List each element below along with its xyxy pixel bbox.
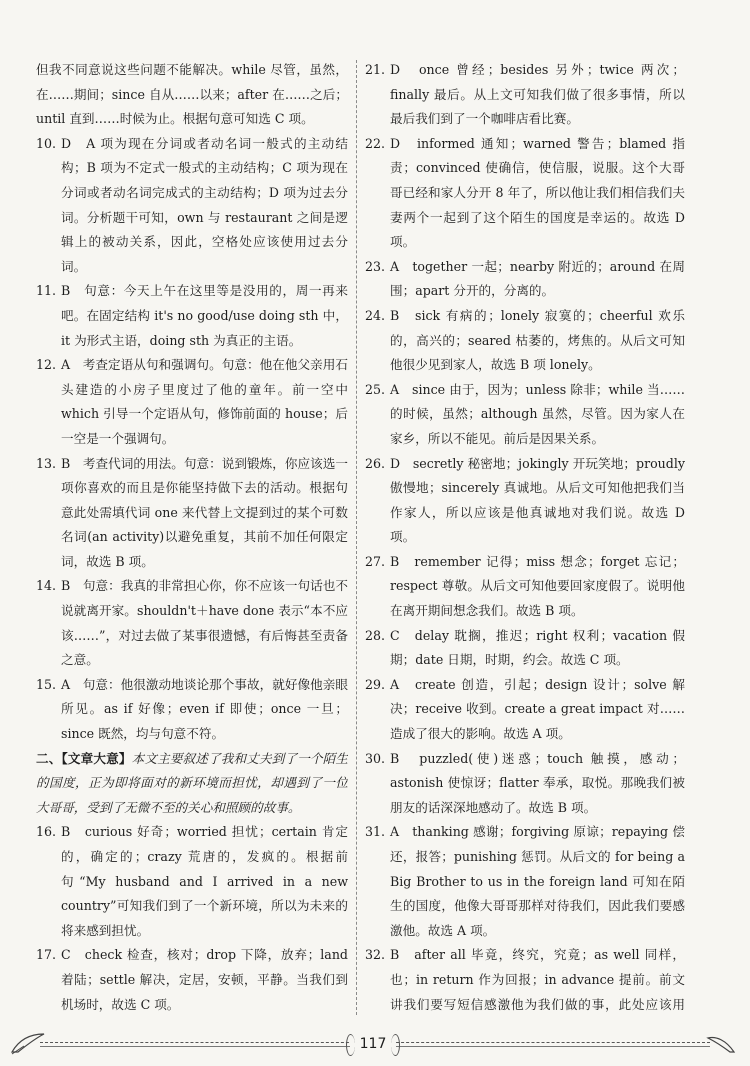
answer-item xyxy=(36,943,348,1017)
left-column xyxy=(36,58,348,1018)
answer-number: 28. xyxy=(365,627,386,643)
answer-explanation: D informed 通知；warned 警告；blamed 指责；convinced 使确信，使信服，说服。这个大哥哥已经和家人分开 8 年了，所以他让我们相信我们夫妻两个一起到了这个陌生的国度是幸运的。故选 D 项。 xyxy=(390,135,685,250)
answer-number: 26. xyxy=(365,455,386,471)
answer-explanation: A since 由于，因为；unless 除非；while 当……的时候，虽然；although 虽然，尽管。因为家人在家乡，所以不能见。前后是因果关系。 xyxy=(390,381,685,446)
answer-item xyxy=(365,747,685,821)
page-number: 117 xyxy=(350,1030,396,1058)
answer-number: 22. xyxy=(365,135,386,151)
answer-explanation: B sick 有病的；lonely 寂寞的；cheerful 欢乐的，高兴的；seared 枯萎的，烤焦的。从后文可知他很少见到家人，故选 B 项 lonely。 xyxy=(390,307,685,373)
answer-explanation: B after all 毕竟，终究，究竟；as well 同样，也；in return 作为回报；in advance 提前。前文讲我们要写短信感激他为我们做的事，此处应该用 xyxy=(390,947,685,1012)
answer-number: 21. xyxy=(365,62,386,77)
answer-item xyxy=(36,353,348,451)
answer-explanation: C check 检查，核对；drop 下降，放弃；land 着陆；settle 解决，定居，安顿，平静。当我们到机场时，故选 C 项。 xyxy=(61,947,348,1012)
answer-item xyxy=(365,624,685,673)
right-column xyxy=(365,58,685,1018)
quill-ornament-right-icon xyxy=(706,1034,736,1056)
answer-item xyxy=(365,378,685,452)
answer-explanation: B 句意：我真的非常担心你，你不应该一句话也不说就离开家。shouldn't＋have done 表示“本不应该……”，对过去做了某事很遗憾，有后悔甚至责备之意。 xyxy=(61,578,348,668)
continuation-text: 但我不同意说这些问题不能解决。while 尽管，虽然，在……期间；since 自从……以来；after 在……之后；until 直到……时候为止。根据句意可知选 C 项。 xyxy=(36,62,348,127)
answer-number: 31. xyxy=(365,824,386,840)
answer-item xyxy=(365,58,685,132)
answer-explanation: A 句意：他很激动地谈论那个事故，就好像他亲眼所见。as if 好像；even if 即使；once 一旦；since 既然，均与句意不符。 xyxy=(61,676,348,742)
answer-explanation: D secretly 秘密地；jokingly 开玩笑地；proudly 傲慢地；sincerely 真诚地。从后文可知他把我们当作家人，所以应该是他真诚地对我们说。故选 D 项。 xyxy=(390,455,685,545)
answer-explanation: A 考查定语从句和强调句。句意：他在他父亲用石头建造的小房子里度过了他的童年。前一空中 which 引导一个定语从句，修饰前面的 house；后一空是一个强调句。 xyxy=(61,357,348,446)
answer-number: 11. xyxy=(36,283,57,299)
answer-item xyxy=(36,452,348,575)
answer-explanation: B remember 记得；miss 想念；forget 忘记；respect 尊敬。从后文可知他要回家度假了。说明他在离开期间想念我们。故选 B 项。 xyxy=(390,553,685,619)
answer-number: 32. xyxy=(365,947,386,963)
answer-item xyxy=(36,574,348,672)
answer-number: 14. xyxy=(36,578,57,594)
answer-number: 27. xyxy=(365,553,386,569)
answer-explanation: D A 项为现在分词或者动名词一般式的主动结构；B 项为不定式一般式的主动结构；C 项为现在分词或者动名词完成式的主动结构；D 项为过去分词。分析题干可知，own 与 restaurant 之间是逻辑上的被动关系，因此，空格处应该使用过去分词。 xyxy=(61,135,348,274)
answer-number: 29. xyxy=(365,676,386,692)
left-answer-list-b xyxy=(36,820,348,1018)
right-answer-list xyxy=(365,58,685,1018)
answer-item xyxy=(365,943,685,1018)
answer-explanation: B 句意：今天上午在这里等是没用的，周一再来吧。在固定结构 it's no good/use doing sth 中，it 为形式主语，doing sth 为真正的主语。 xyxy=(61,283,348,348)
answer-item xyxy=(365,452,685,550)
answer-item xyxy=(365,673,685,747)
answer-explanation: A together 一起；nearby 附近的；around 在周围；apart 分开的，分离的。 xyxy=(390,258,685,299)
column-divider xyxy=(356,60,357,1015)
answer-item xyxy=(36,1017,348,1018)
answer-item xyxy=(36,132,348,280)
answer-item xyxy=(365,550,685,624)
answer-number: 16. xyxy=(36,824,57,840)
answer-number: 13. xyxy=(36,455,57,471)
article-summary xyxy=(36,747,348,821)
answer-explanation: A thanking 感谢；forgiving 原谅；repaying 偿还，报答；punishing 惩罚。从后文的 for being a Big Brother to us in the foreign land 可知在陌生的国度，他像大哥哥那样对待我们，因此我们要感激他。故选 A 项。 xyxy=(390,824,685,938)
answer-item xyxy=(365,820,685,943)
answer-number: 30. xyxy=(365,750,386,766)
answer-explanation: D once 曾经；besides 另外；twice 两次；finally 最后。从上文可知我们做了很多事情，所以最后我们到了一个咖啡店看比赛。 xyxy=(390,62,685,127)
answer-number: 25. xyxy=(365,381,386,397)
page-footer xyxy=(0,1030,750,1066)
answer-number: 12. xyxy=(36,357,57,373)
answer-item xyxy=(365,132,685,255)
answer-number: 23. xyxy=(365,258,386,274)
answer-item xyxy=(365,255,685,304)
answer-item xyxy=(365,304,685,378)
answer-number: 17. xyxy=(36,947,57,963)
answer-explanation: C delay 耽搁，推迟；right 权利；vacation 假期；date 日期，时期，约会。故选 C 项。 xyxy=(390,627,685,668)
answer-explanation: B curious 好奇；worried 担忧；certain 肯定的，确定的；crazy 荒唐的，发疯的。根据前句“My husband and I arrived in a new country”可知我们到了一个新环境，所以为未来的将来感到担忧。 xyxy=(61,824,348,938)
answer-item xyxy=(36,673,348,747)
answer-number xyxy=(36,1017,61,1018)
answer-explanation: B 考查代词的用法。句意：说到锻炼，你应该选一项你喜欢的而且是你能坚持做下去的活动。根据句意此处需填代词 one 来代替上文提到过的某个可数名词(an activity)以避免重复，其前不加任何限定词，故选 B 项。 xyxy=(61,455,348,569)
answer-number: 15. xyxy=(36,676,57,692)
answer-number: 24. xyxy=(365,307,386,323)
summary-text: 本文主要叙述了我和丈夫到了一个陌生的国度，正为即将面对的新环境而担忧，却遇到了一位大哥哥，受到了无微不至的关心和照顾的故事。 xyxy=(36,750,348,815)
summary-tag: 二、【文章大意】 xyxy=(36,750,132,766)
left-answer-list-a xyxy=(36,132,348,747)
answer-item xyxy=(36,820,348,943)
answer-number: 10. xyxy=(36,135,57,151)
answer-item xyxy=(36,279,348,353)
quill-ornament-icon xyxy=(10,1032,46,1056)
answer-explanation: A create 创造，引起；design 设计；solve 解决；receive 收到。create a great impact 对……造成了很大的影响。故选 A 项。 xyxy=(390,676,685,742)
answer-explanation: B puzzled(使)迷惑；touch 触摸，感动；astonish 使惊讶；flatter 奉承，取悦。那晚我们被朋友的话深深地感动了。故选 B 项。 xyxy=(390,750,685,815)
